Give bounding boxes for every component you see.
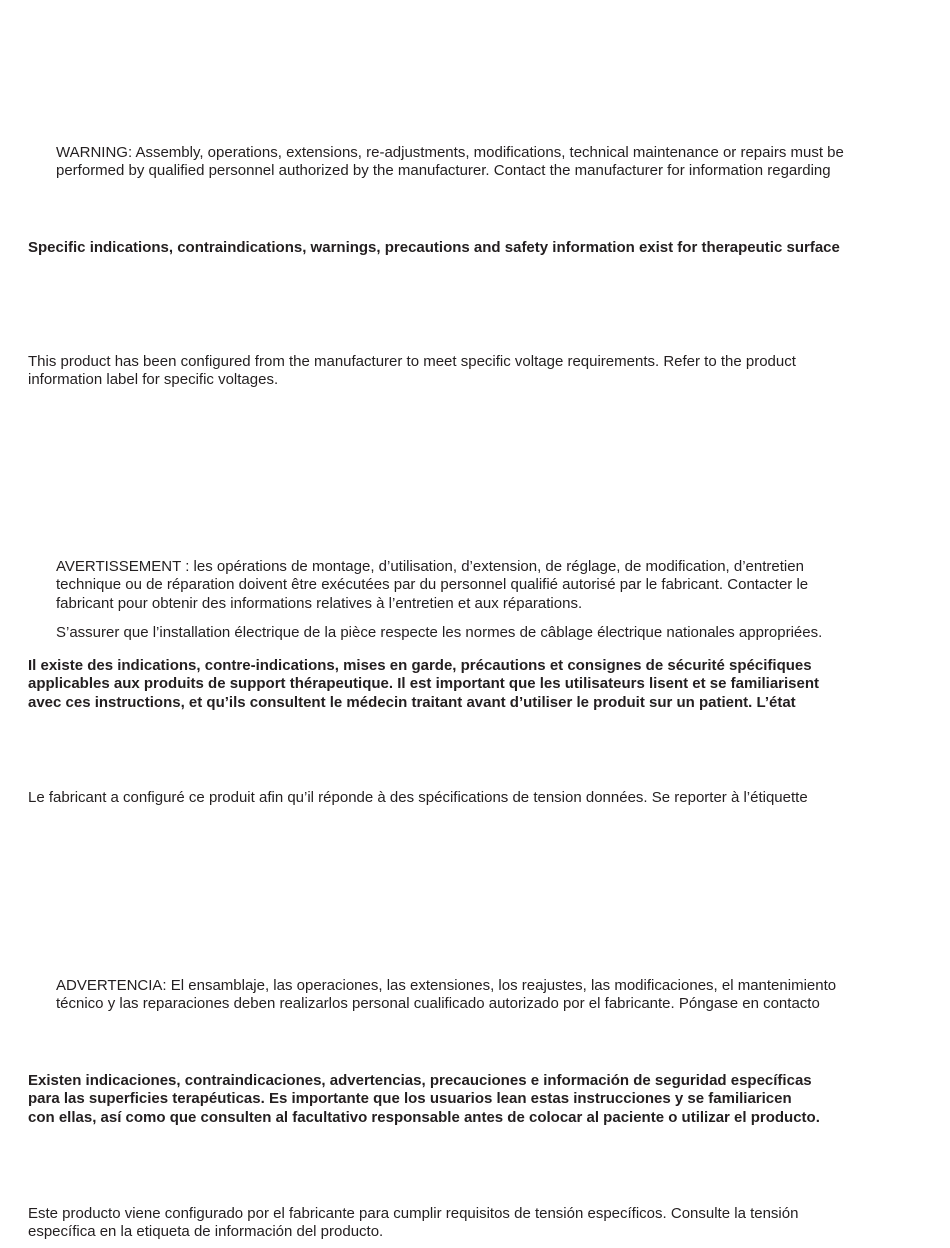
- en-warning-paragraph: [56, 144, 931, 181]
- en-warning-line: performed by qualified personnel authorized by the manufacturer. Contact the manufacturer for information regarding: [56, 162, 831, 180]
- fr-warning-line: fabricant pour obtenir des informations relatives à l’entretien et aux réparations.: [56, 594, 583, 612]
- es-voltage-line: Este producto viene configurado por el fabricante para cumplir requisitos de tensión específicos. Consulte la tensión: [28, 1205, 799, 1222]
- fr-warning-paragraph: [56, 558, 931, 613]
- es-indications-line: para las superficies terapéuticas. Es importante que los usuarios lean estas instrucciones y se familiaricen: [28, 1090, 792, 1108]
- es-indications-line: con ellas, así como que consulten al facultativo responsable antes de colocar al paciente o utilizar el producto.: [28, 1108, 820, 1126]
- es-warning-line: ADVERTENCIA: El ensamblaje, las operaciones, las extensiones, los reajustes, las modificaciones, el mantenimiento: [56, 977, 837, 994]
- fr-wiring-paragraph: [56, 624, 931, 642]
- en-indications-line: Specific indications, contraindications, warnings, precautions and safety information exist for therapeutic surface: [28, 239, 840, 256]
- es-voltage-line: específica en la etiqueta de información del producto.: [28, 1223, 384, 1241]
- fr-voltage-line: Le fabricant a configuré ce produit afin qu’il réponde à des spécifications de tension données. Se reporter à l’étiquette: [28, 789, 808, 806]
- es-indications-paragraph: [28, 1072, 930, 1127]
- es-indications-line: Existen indicaciones, contraindicaciones, advertencias, precauciones e información de seguridad específicas: [28, 1072, 812, 1089]
- es-warning-paragraph: [56, 977, 931, 1014]
- en-voltage-paragraph: [28, 353, 930, 390]
- fr-warning-line: AVERTISSEMENT : les opérations de montage, d’utilisation, d’extension, de réglage, de modification, d’entretien: [56, 558, 804, 575]
- en-voltage-line: This product has been configured from the manufacturer to meet specific voltage requirements. Refer to the product: [28, 353, 796, 370]
- en-warning-line: WARNING: Assembly, operations, extensions, re-adjustments, modifications, technical maintenance or repairs must be: [56, 144, 844, 161]
- en-voltage-line: information label for specific voltages.: [28, 371, 279, 389]
- es-warning-line: técnico y las reparaciones deben realizarlos personal cualificado autorizado por el fabricante. Póngase en contacto: [56, 995, 820, 1013]
- en-indications-paragraph: [28, 239, 930, 257]
- fr-wiring-line: S’assurer que l’installation électrique de la pièce respecte les normes de câblage électrique nationales appropriées.: [56, 624, 823, 641]
- fr-indications-line: Il existe des indications, contre-indications, mises en garde, précautions et consignes de sécurité spécifiques: [28, 657, 812, 674]
- fr-warning-line: technique ou de réparation doivent être exécutées par du personnel qualifié autorisé par le fabricant. Contacter le: [56, 576, 809, 594]
- fr-indications-line: applicables aux produits de support thérapeutique. Il est important que les utilisateurs lisent et se familiarisent: [28, 675, 820, 693]
- es-voltage-paragraph: [28, 1205, 930, 1242]
- fr-voltage-paragraph: [28, 789, 930, 807]
- fr-indications-line: avec ces instructions, et qu’ils consultent le médecin traitant avant d’utiliser le produit sur un patient. L’état: [28, 693, 796, 711]
- fr-indications-paragraph: [28, 657, 930, 712]
